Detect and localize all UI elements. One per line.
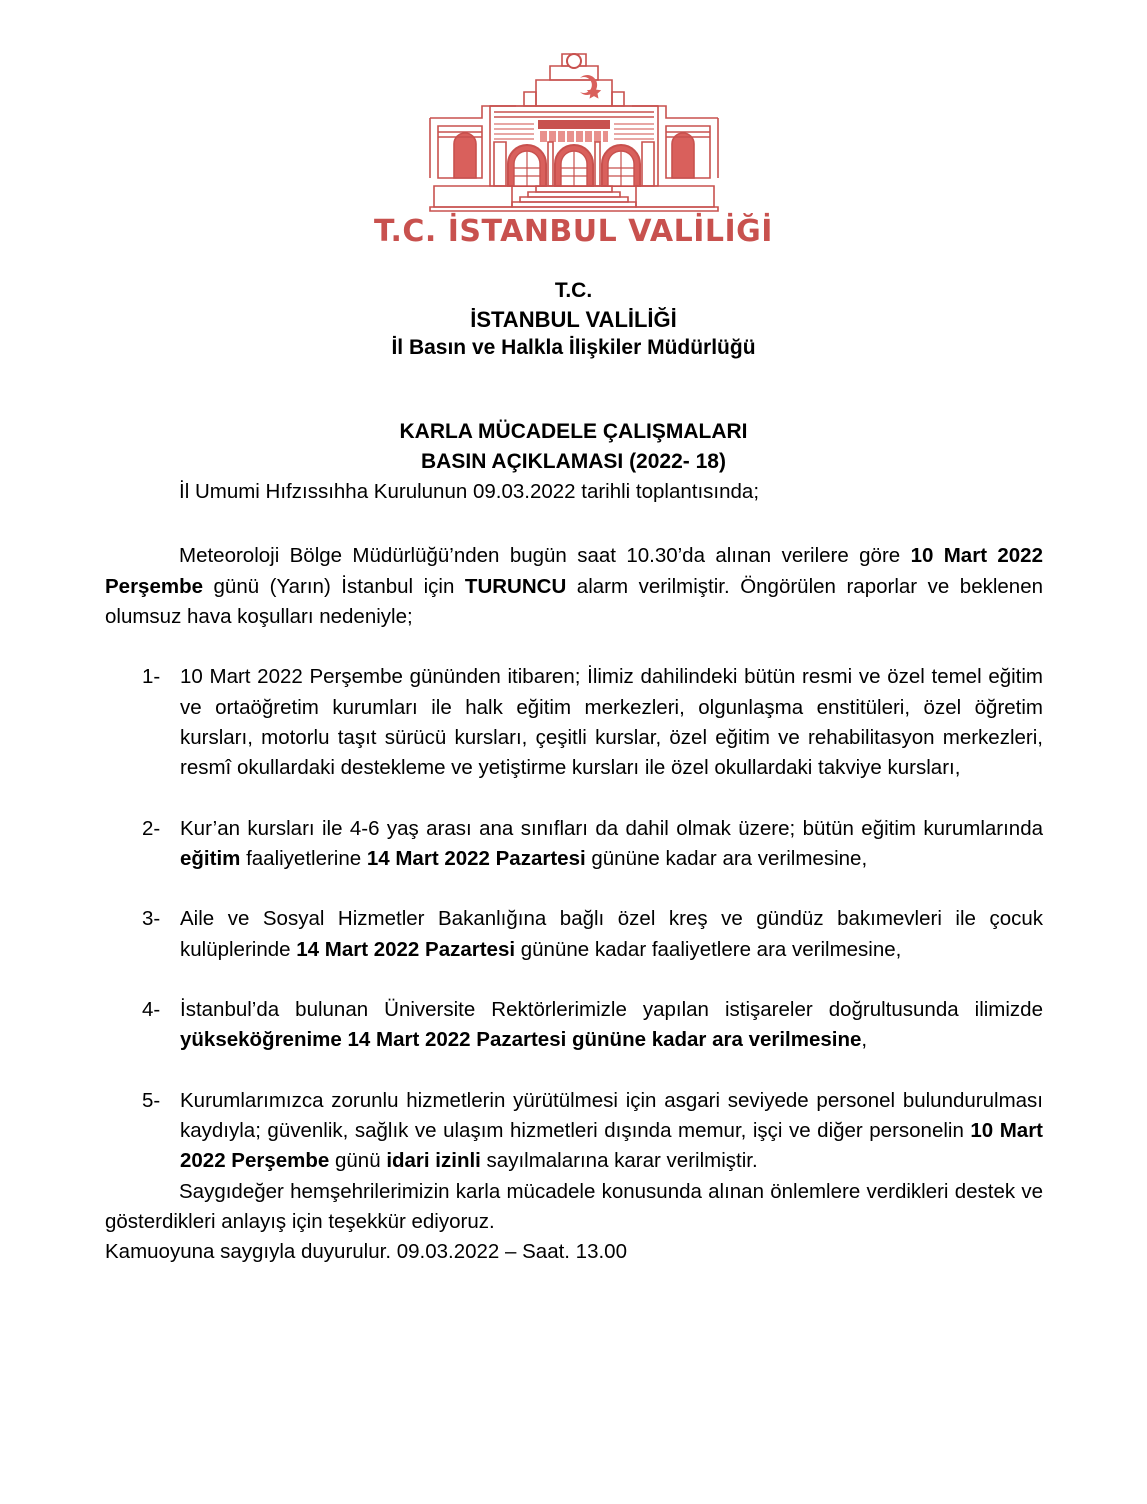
item2-bold1: eğitim	[180, 847, 241, 871]
logo-wordmark: T.C. İSTANBUL VALİLİĞİ	[374, 214, 773, 249]
item5-part3: sayılmalarına karar verilmiştir.	[480, 1149, 758, 1173]
list-item-text	[180, 1086, 1043, 1177]
intro-paragraph-alert	[105, 541, 1043, 632]
item2-part2: faaliyetlerine	[240, 847, 367, 871]
alert-text-part1: Meteoroloji Bölge Müdürlüğü’nden bugün saat 10.30’da alınan verilere göre	[179, 544, 911, 568]
intro-paragraph-meeting	[105, 477, 1043, 507]
alert-level-bold: TURUNCU	[464, 574, 567, 598]
document-body	[105, 477, 1043, 1268]
intro-meeting-text: İl Umumi Hıfzıssıhha Kurulunun 09.03.2022 tarihli toplantısında;	[179, 480, 760, 504]
heading-line-governorship: İSTANBUL VALİLİĞİ	[470, 306, 677, 332]
item4-bold1: yükseköğrenime 14 Mart 2022 Pazartesi gününe kadar ara verilmesine	[180, 1028, 862, 1052]
closing-thanks-paragraph	[105, 1177, 1043, 1238]
list-item	[142, 904, 1043, 965]
subject-line-number: BASIN AÇIKLAMASI (2022- 18)	[421, 450, 726, 474]
list-item-marker: 4-	[142, 998, 161, 1022]
list-item-text	[180, 814, 1043, 875]
item1-part1: 10 Mart 2022 Perşembe gününden itibaren; İlimiz dahilindeki bütün resmi ve özel temel eğitim ve ortaöğretim kurumları ile halk eğitim merkezleri, olgunlaşma enstitüleri, özel öğretim kursları, motorlu taşıt sürücü kursları, çeşitli kurslar, özel eğitim ve rehabilitasyon merkezleri, resmî okullardaki destekleme ve yetiştirme kursları ile özel okullardaki takviye kursları,	[180, 665, 1043, 780]
document-subject	[0, 417, 1147, 477]
list-item	[142, 995, 1043, 1056]
list-item-text	[180, 904, 1043, 965]
heading-line-department: İl Basın ve Halkla İlişkiler Müdürlüğü	[391, 335, 756, 359]
item5-bold2: idari izinli	[386, 1149, 481, 1173]
letterhead-logo	[0, 0, 1147, 249]
item4-part1: İstanbul’da bulunan Üniversite Rektörlerimizle yapılan istişareler doğrultusunda ilimizde	[180, 998, 1043, 1022]
public-announcement-text: Kamuoyuna saygıyla duyurulur. 09.03.2022 – Saat. 13.00	[105, 1240, 627, 1264]
list-item-marker: 3-	[142, 907, 161, 931]
letterhead-heading	[0, 277, 1147, 361]
item4-part2: ,	[861, 1028, 868, 1052]
alert-text-part3: alarm verilmiştir. Öngörülen raporlar ve beklenen olumsuz hava koşulları nedeniyle;	[105, 574, 1044, 629]
public-announcement-paragraph	[105, 1237, 1043, 1267]
decision-list	[105, 662, 1043, 1176]
item2-part3: gününe kadar ara verilmesine,	[585, 847, 868, 871]
list-item-text	[180, 662, 1043, 783]
list-item-marker: 2-	[142, 816, 161, 840]
item3-part2: gününe kadar faaliyetlere ara verilmesine,	[515, 937, 902, 961]
subject-line-topic: KARLA MÜCADELE ÇALIŞMALARI	[399, 420, 748, 444]
item5-part1: Kurumlarımızca zorunlu hizmetlerin yürütülmesi için asgari seviyede personel bulundurulması kaydıyla; güvenlik, sağlık ve ulaşım hizmetleri dışında memur, işçi ve diğer personelin	[180, 1088, 1043, 1143]
item3-part1: Aile ve Sosyal Hizmetler Bakanlığına bağlı özel kreş ve gündüz bakımevleri ile çocuk kulüplerinde	[180, 907, 1043, 961]
alert-date-bold: 10 Mart 2022 Perşembe	[105, 544, 1043, 598]
item2-part1: Kur’an kursları ile 4-6 yaş arası ana sınıfları da dahil olmak üzere; bütün eğitim kurumlarında	[180, 816, 1043, 840]
item2-bold2: 14 Mart 2022 Pazartesi	[366, 847, 586, 871]
list-item	[142, 1086, 1043, 1177]
istanbul-governorship-building-emblem	[424, 40, 724, 212]
list-item-text	[180, 995, 1043, 1056]
list-item-marker: 1-	[142, 665, 161, 689]
alert-text-part2: günü (Yarın) İstanbul için	[203, 574, 465, 598]
list-item	[142, 662, 1043, 783]
closing-thanks-text: Saygıdeğer hemşehrilerimizin karla mücadele konusunda alınan önlemlere verdikleri destek ve gösterdikleri anlayış için teşekkür ediyoruz.	[105, 1179, 1043, 1233]
item5-part2: günü	[329, 1149, 387, 1173]
item5-bold1: 10 Mart 2022 Perşembe	[180, 1119, 1043, 1173]
item3-bold1: 14 Mart 2022 Pazartesi	[296, 937, 516, 961]
list-item-marker: 5-	[142, 1088, 161, 1112]
heading-line-republic: T.C.	[554, 279, 593, 302]
list-item	[142, 814, 1043, 875]
